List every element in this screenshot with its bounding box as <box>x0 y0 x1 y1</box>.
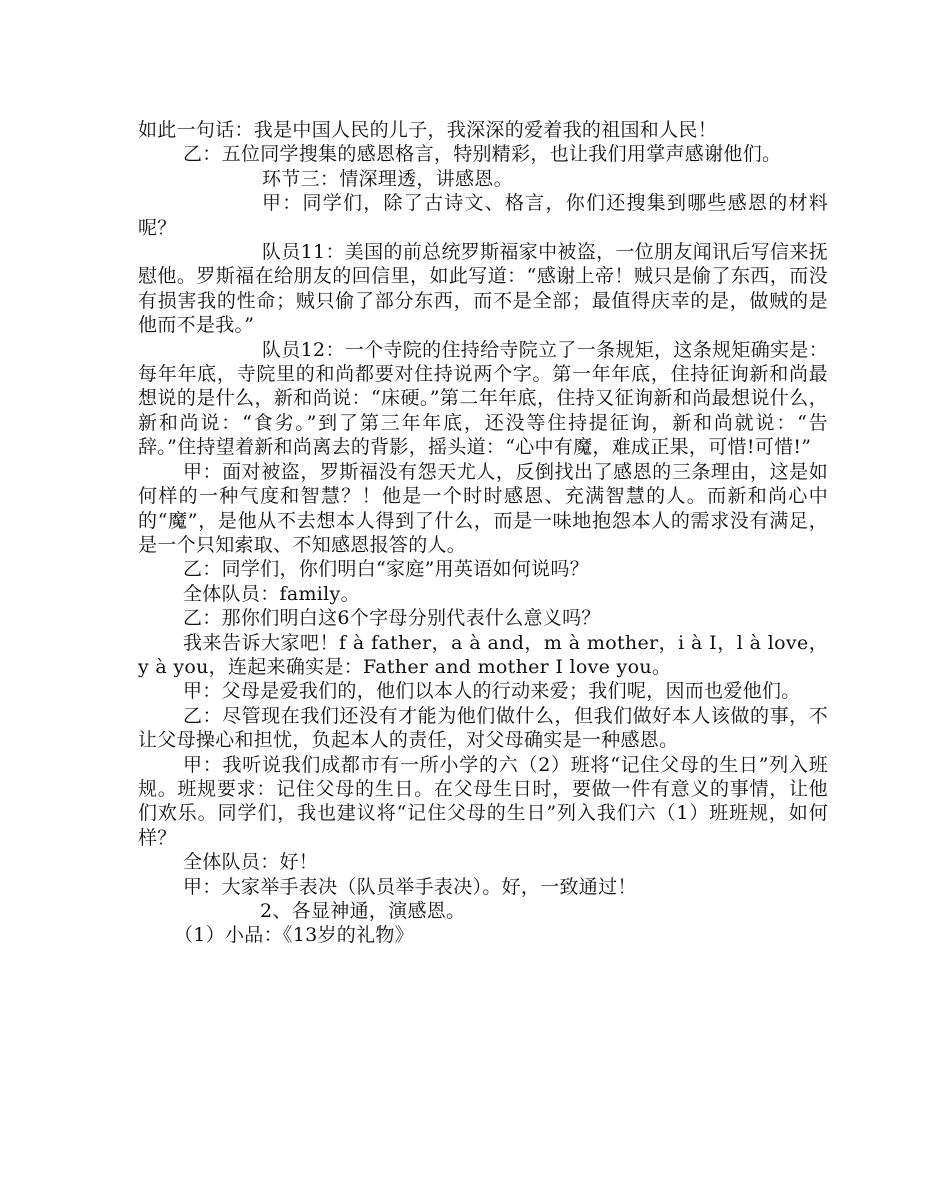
paragraph-letters-question: 乙：那你们明白这6个字母分别代表什么意义吗？ <box>183 607 601 630</box>
paragraph-vote: 甲：大家举手表决（队员举手表决）。好，一致通过！ <box>183 875 637 898</box>
paragraph-thanks-classmates: 乙：五位同学搜集的感恩格言，特别精彩，也让我们用掌声感谢他们。 <box>183 143 782 166</box>
paragraph-roosevelt-analysis: 甲：面对被盗，罗斯福没有怨天尤人，反倒找出了感恩的三条理由，这是如何样的一种气度和智慧？！他是一个时时感恩、充满智慧的人。而新和尚心中的“魔”，是他从不去想本人得到了什么，而是一味地抱怨本人的需求没有满足，是一个只知索取、不知感恩报答的人。 <box>138 460 828 556</box>
document-page <box>138 118 828 948</box>
paragraph-all-members-agree: 全体队员：好！ <box>183 851 319 874</box>
paragraph-closing-quote: 如此一句话：我是中国人民的儿子，我深深的爱着我的祖国和人民！ <box>138 119 718 141</box>
paragraph-birthday-rule: 甲：我听说我们成都市有一所小学的六（2）班将“记住父母的生日”列入班规。班规要求：记住父母的生日。在父母生日时，要做一件有意义的事情，让他们欢乐。同学们，我也建议将“记住父母的生日”列入我们六（1）班班规，如何样？ <box>138 753 828 849</box>
section-heading-perform: 2、各显神通，演感恩。 <box>260 900 466 922</box>
paragraph-materials-question: 甲：同学们，除了古诗文、格言，你们还搜集到哪些感恩的材料呢？ <box>138 192 828 239</box>
paragraph-member-11: 队员11：美国的前总统罗斯福家中被盗，一位朋友闻讯后写信来抚慰他。罗斯福在给朋友的回信里，如此写道：“感谢上帝！贼只是偷了东西，而没有损害我的性命；贼只偷了部分东西，而不是全部；最值得庆幸的是，做贼的是他而不是我。” <box>138 241 828 337</box>
paragraph-letters-meaning: 我来告诉大家吧！f à father，a à and，m à mother，i à I，l à love，y à you，连起来确实是：Father and mother I love you。 <box>138 631 828 678</box>
section-heading-part-three: 环节三：情深理透，讲感恩。 <box>262 167 513 190</box>
paragraph-gratitude-duty: 乙：尽管现在我们还没有才能为他们做什么，但我们做好本人该做的事，不让父母操心和担忧，负起本人的责任，对父母确实是一种感恩。 <box>138 704 828 752</box>
paragraph-skit-title: （1）小品：《13岁的礼物》 <box>174 924 414 947</box>
paragraph-parents-love: 甲：父母是爱我们的，他们以本人的行动来爱；我们呢，因而也爱他们。 <box>183 680 801 703</box>
paragraph-family-question: 乙：同学们，你们明白“家庭”用英语如何说吗？ <box>183 558 590 581</box>
paragraph-member-12: 队员12：一个寺院的住持给寺院立了一条规矩，这条规矩确实是：每年年底，寺院里的和尚都要对住持说两个字。第一年年底，住持征询新和尚最想说的是什么，新和尚说：“床硬。”第二年年底，住持又征询新和尚最想说什么，新和尚说：“食劣。”到了第三年年底，还没等住持提征询，新和尚就说：“告辞。”住持望着新和尚离去的背影，摇头道：“心中有魔，难成正果，可惜!可惜!” <box>138 338 828 459</box>
paragraph-family-answer: 全体队员：family。 <box>183 582 360 605</box>
